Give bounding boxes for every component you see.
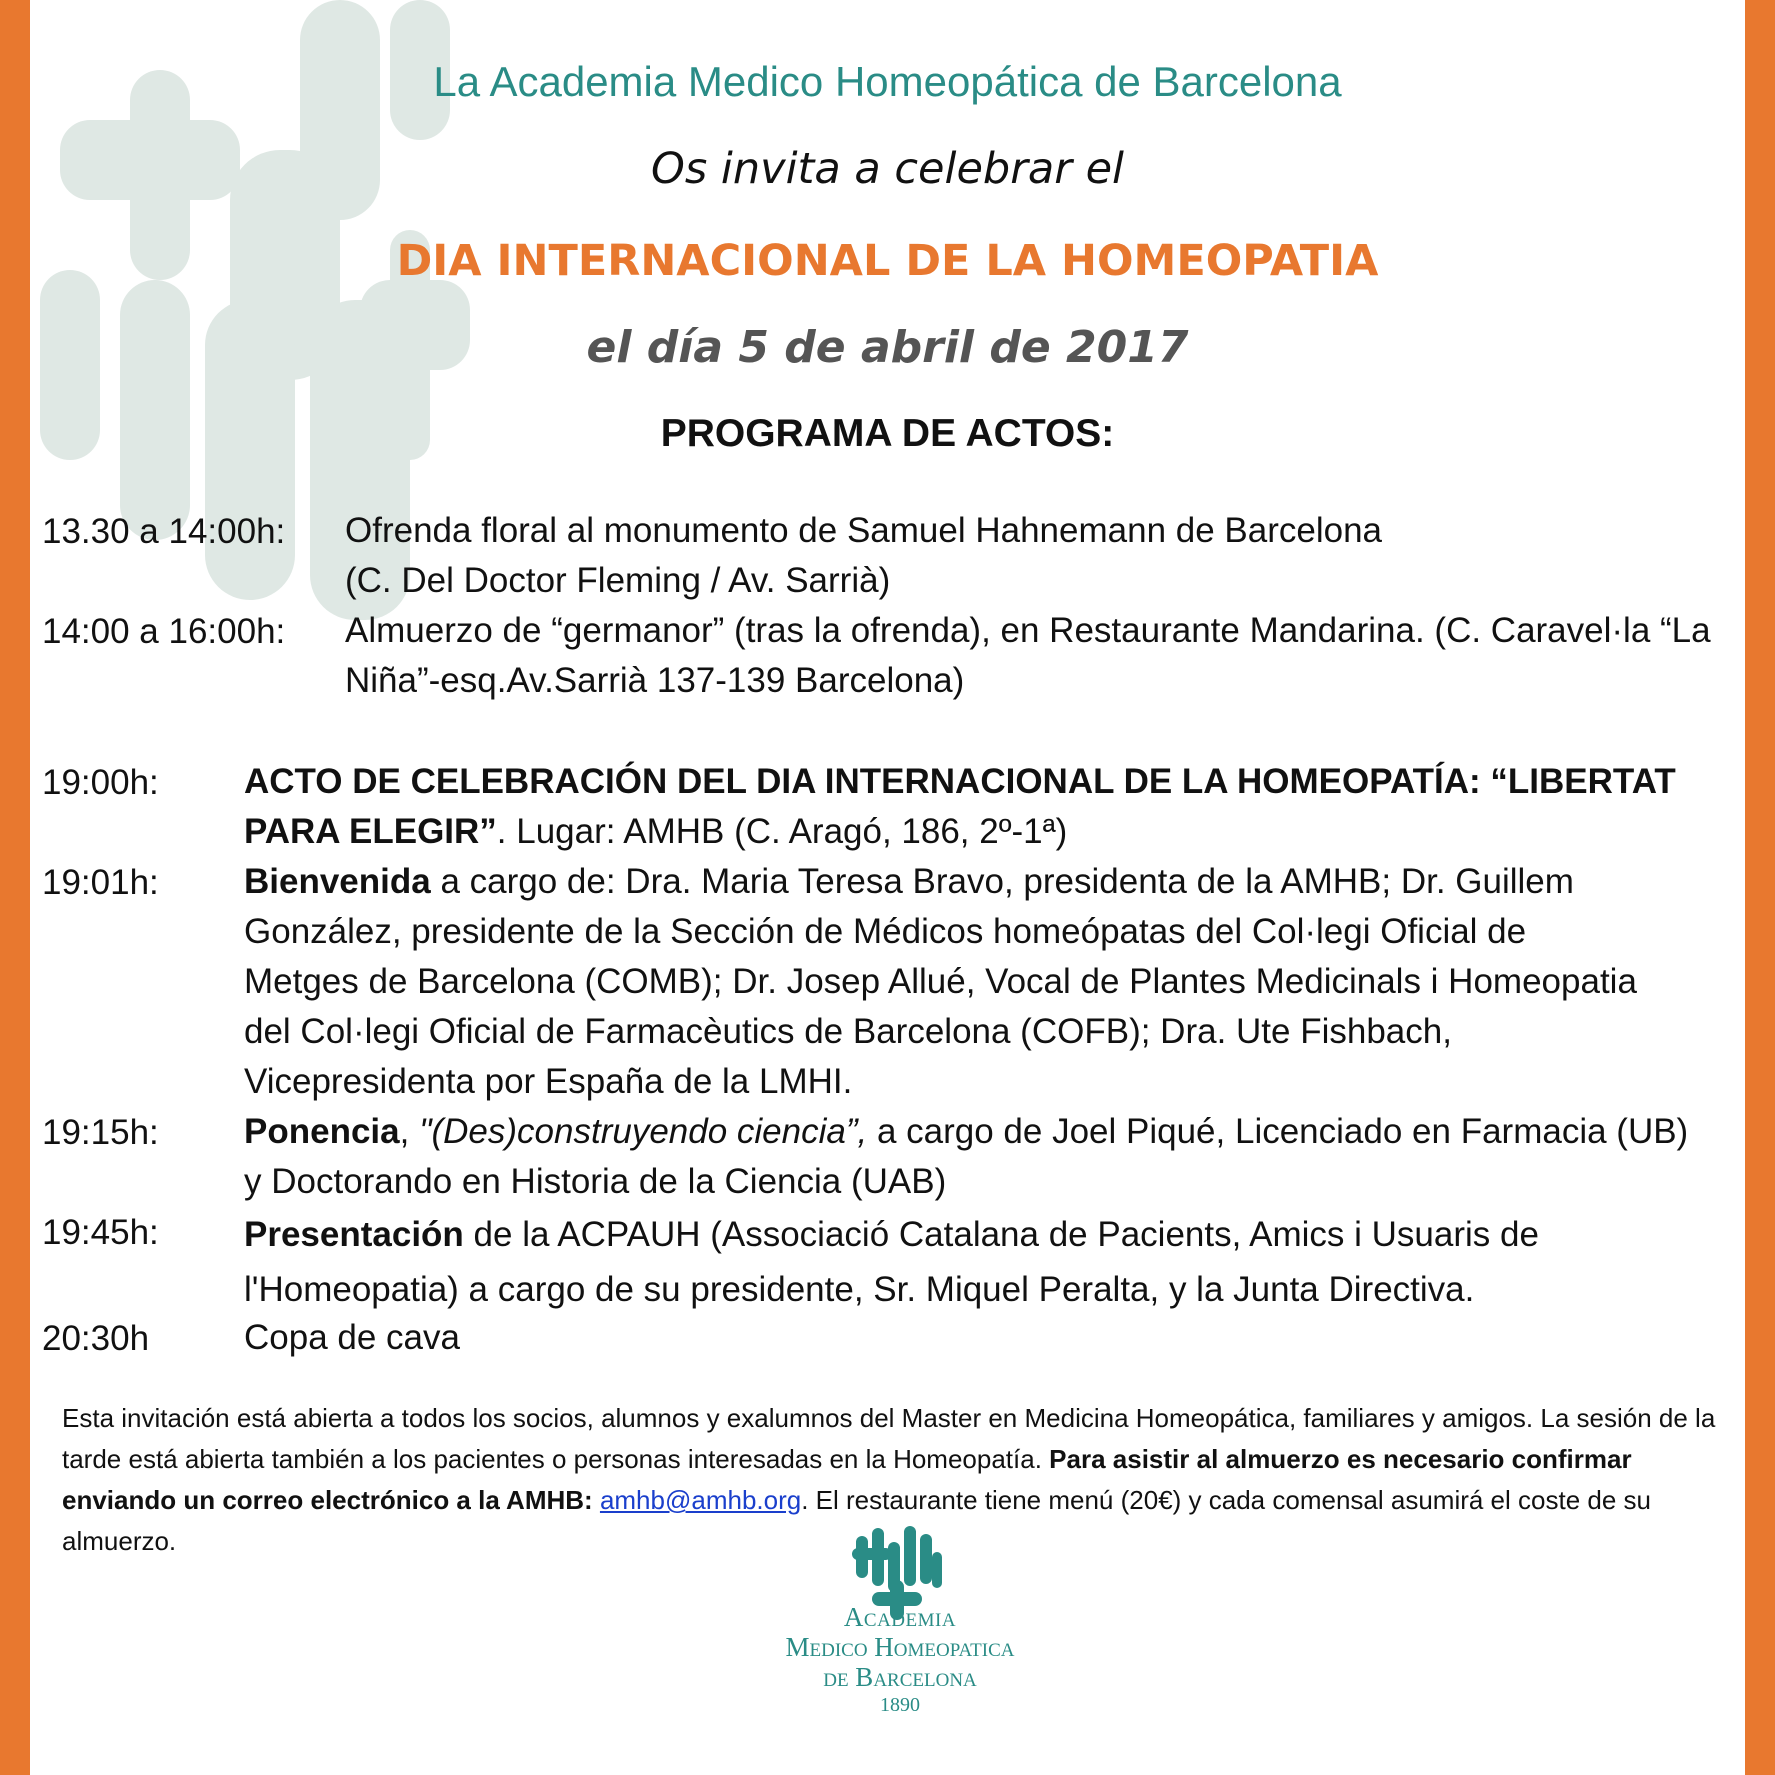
- program-item-text: a cargo de: Dra. Maria Teresa Bravo, presidenta de la AMHB; Dr. Guillem González, presidente de la Sección de Médicos homeópatas del Col·legi Oficial de Metges de Barcelona (COMB); Dr. Josep Allué, Vocal de Plantes Medicinals i Homeopatia del Col·legi Oficial de Farmacèutics de Barcelona (COFB); Dra. Ute Fishbach, Vicepresidenta por España de la LMHI.: [244, 862, 1637, 1101]
- logo-text-line: Medico Homeopatica: [785, 1632, 1015, 1662]
- program-item-separator: ,: [399, 1112, 420, 1151]
- program-item: [345, 606, 1725, 706]
- program-item-highlight: Ponencia: [244, 1112, 400, 1151]
- program-time: 20:30h: [42, 1319, 150, 1358]
- note-text: Esta invitación está abierta a todos los socios, alumnos y exalumnos del Master en Medicina Homeopática, familiares y amigos. La sesión de la tarde está abierta también a los pacientes o personas interesadas en la Homeopatía.: [62, 1403, 1716, 1474]
- program-item-highlight: ACTO DE CELEBRACIÓN DEL DIA INTERNACIONAL DE LA HOMEOPATÍA: “LIBERTAT PARA ELEGIR”: [244, 762, 1676, 851]
- program-item: [244, 1313, 1544, 1363]
- program-item-text: . Lugar: AMHB (C. Aragó, 186, 2º-1ª): [496, 812, 1068, 851]
- note-text-end: . El restaurante tiene menú (20€) y cada comensal asumirá el coste de su almuerzo.: [62, 1485, 1651, 1556]
- program-time: 19:45h:: [42, 1213, 159, 1252]
- program-time: 14:00 a 16:00h:: [42, 612, 286, 651]
- logo-text-line: Academia: [843, 1602, 957, 1632]
- program-item: [244, 857, 1644, 1107]
- logo-text-line: de Barcelona: [823, 1662, 977, 1692]
- program-item-title: "(Des)construyendo ciencia”,: [419, 1112, 868, 1151]
- program-item-highlight: Bienvenida: [244, 862, 431, 901]
- program-item-line: Almuerzo de “germanor” (tras la ofrenda), en Restaurante Mandarina. (C. Caravel·la “La: [345, 611, 1711, 650]
- program-item-line: Niña”-esq.Av.Sarrià 137-139 Barcelona): [345, 661, 965, 700]
- invitation-page: [30, 0, 1745, 1775]
- program-item: [345, 506, 1725, 606]
- program-item-highlight: Presentación: [244, 1215, 464, 1254]
- program-item-line: (C. Del Doctor Fleming / Av. Sarrià): [345, 561, 891, 600]
- program-item-line: Ofrenda floral al monumento de Samuel Hahnemann de Barcelona: [345, 511, 1383, 550]
- program-time: 13.30 a 14:00h:: [42, 512, 286, 551]
- email-link[interactable]: amhb@amhb.org: [599, 1485, 802, 1515]
- logo-year: 1890: [880, 1694, 920, 1716]
- program-item-text: de la ACPAUH (Associació Catalana de Pacients, Amics i Usuaris de l'Homeopatia) a cargo de su presidente, Sr. Miquel Peralta, y la Junta Directiva.: [244, 1215, 1539, 1309]
- program-item: [244, 1207, 1544, 1317]
- program-item: [244, 757, 1704, 857]
- program-heading: PROGRAMA DE ACTOS:: [660, 412, 1115, 455]
- note-space: [593, 1485, 600, 1515]
- note-highlight: Para asistir al almuerzo es necesario confirmar enviando un correo electrónico a la AMHB:: [62, 1444, 1632, 1515]
- program-item-text: a cargo de Joel Piqué, Licenciado en Farmacia (UB) y Doctorando en Historia de la Ciencia (UAB): [244, 1112, 1689, 1201]
- event-date: el día 5 de abril de 2017: [586, 322, 1189, 373]
- event-title: DIA INTERNACIONAL DE LA HOMEOPATIA: [396, 236, 1379, 286]
- program-item-text: Copa de cava: [244, 1318, 460, 1357]
- program-item: [244, 1107, 1714, 1207]
- organization-name: La Academia Medico Homeopática de Barcelona: [433, 58, 1342, 105]
- program-time: 19:00h:: [42, 763, 159, 802]
- program-time: 19:01h:: [42, 863, 159, 902]
- program-time: 19:15h:: [42, 1113, 159, 1152]
- invitation-line: Os invita a celebrar el: [651, 144, 1124, 194]
